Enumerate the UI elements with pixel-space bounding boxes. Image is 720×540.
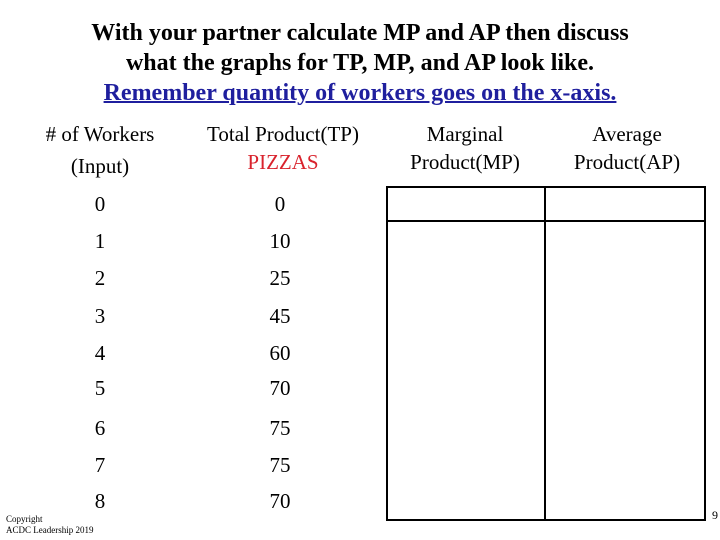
copyright-owner: ACDC Leadership 2019 (6, 525, 94, 535)
workers-cell: 4 (94, 341, 106, 365)
tp-cell: 75 (269, 416, 291, 440)
tp-cell: 25 (269, 266, 291, 290)
answer-grid (386, 186, 706, 521)
title-line-2: what the graphs for TP, MP, and AP look like. (125, 50, 595, 76)
tp-cell: 10 (269, 229, 291, 253)
header-total-product (178, 120, 388, 176)
workers-cell: 8 (94, 489, 106, 513)
header-tp-label: Total Product(TP) (207, 122, 359, 146)
header-workers-sub: (Input) (70, 154, 130, 178)
title-line-3: Remember quantity of workers goes on the x-axis. (103, 80, 617, 106)
header-workers (30, 120, 170, 180)
header-mp-sub: Product(MP) (410, 150, 520, 174)
header-ap-label: Average (592, 122, 662, 146)
tp-cell: 75 (269, 453, 291, 477)
grid-line (386, 186, 388, 521)
grid-line (386, 186, 706, 188)
header-workers-label: # of Workers (45, 122, 155, 146)
grid-line (386, 519, 706, 521)
page-number: 9 (712, 508, 718, 522)
workers-cell: 5 (94, 376, 106, 400)
slide-title (20, 18, 700, 108)
header-mp-label: Marginal (426, 122, 504, 146)
header-marginal-product (390, 120, 540, 176)
workers-cell: 2 (94, 266, 106, 290)
copyright-label: Copyright (6, 514, 43, 524)
workers-cell: 6 (94, 416, 106, 440)
tp-cell: 70 (269, 489, 291, 513)
workers-cell: 1 (94, 229, 106, 253)
grid-line (704, 186, 706, 521)
workers-cell: 7 (94, 453, 106, 477)
header-tp-sub: PIZZAS (247, 150, 319, 174)
tp-cell: 70 (269, 376, 291, 400)
header-ap-sub: Product(AP) (573, 150, 681, 174)
tp-cell: 45 (269, 304, 291, 328)
tp-cell: 60 (269, 341, 291, 365)
tp-cell: 0 (274, 192, 286, 216)
header-average-product (552, 120, 702, 176)
workers-cell: 0 (94, 192, 106, 216)
title-line-1: With your partner calculate MP and AP then discuss (91, 20, 629, 46)
grid-line (544, 186, 546, 521)
copyright-footer (6, 514, 94, 536)
grid-line (386, 220, 706, 222)
workers-cell: 3 (94, 304, 106, 328)
